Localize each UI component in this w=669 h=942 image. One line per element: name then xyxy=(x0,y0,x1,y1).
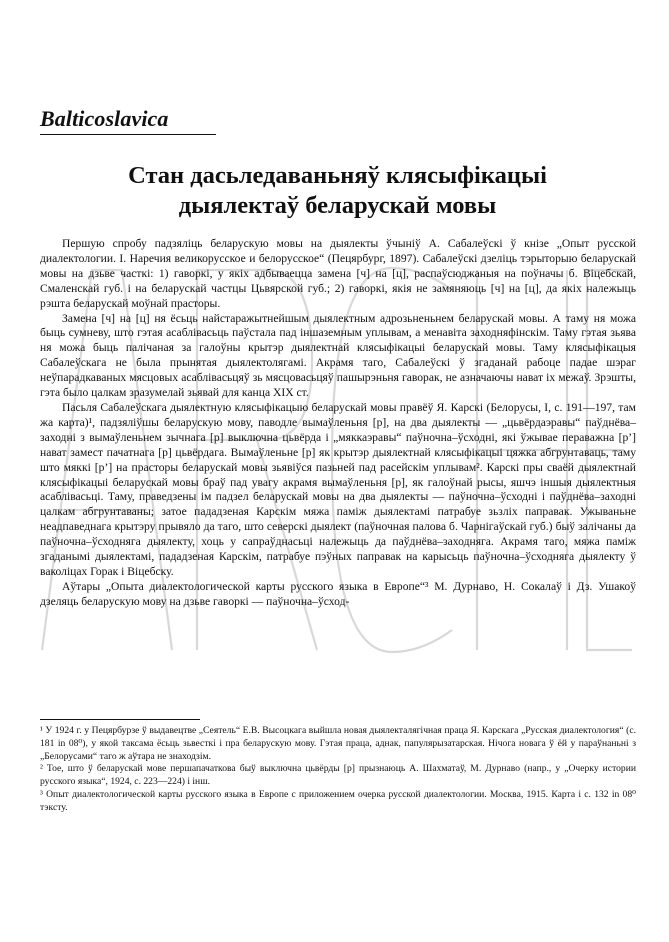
body-paragraph: Аўтары „Опыта диалектологической карты русского языка в Европе“³ М. Дурнаво, Н. Сокалаў і Дз. Ушакоў дзеляць беларускую мову на дзьве гаворкі — паўночна–ўсход- xyxy=(40,579,636,608)
section-title: Balticoslavica xyxy=(40,106,169,131)
footnote-divider xyxy=(40,719,200,720)
article-body xyxy=(40,237,636,610)
footnote-3: ³ Опыт диалектологической карты русского языка в Европе с приложением очерка русской диалектологии. Москва, 1915. Карта і с. 132 in 08⁰ тэксту. xyxy=(40,788,636,813)
section-header xyxy=(40,104,216,135)
article-title-line-1: Стан дасьледаваньняў клясыфікацыі xyxy=(128,162,547,189)
body-paragraph: Замена [ч] на [ц] ня ёсьць найстаражытнейшым дыялектным адрозьненьнем беларускай мовы. А таму ня можа быць сумневу, што гэтая асаблівасьць паўстала пад іншаземным уплывам, а менавіта заходняфінскім. Таму гэтая зьява ня можа быць палічаная за галоўны крытэр дыялектнай клясыфікацыі беларускай мовы. Таму клясыфікацыя Сабалеўскага не была прынятая дыялектолягамі. Акрамя таго, Сабалеўскі ў згаданай рабоце падае шэраг неўпарадкаваных мясцовых асаблівасьцяў зь мясцовасьцяў пашырэньня гаворак, не азначаючы нават іх межаў. Зрэшты, гэта было цалкам зразумелай зьявай для канца XIX ст. xyxy=(40,311,636,400)
footnotes xyxy=(40,725,636,815)
body-paragraph: Першую спробу падзяліць беларускую мовы на дыялекты ўчыніў А. Сабалеўскі ў кнізе „Опыт русской диалектологии. I. Наречия великорусское и белорусское“ (Пецярбург, 1897). Сабалеўскі дзеліць тэрыторыю беларускай мовы на дзьве часткі: 1) гаворкі, у якіх адбываецца замена [ч] на [ц], распаўсюджаныя на поўначы б. Віцебскай, Смаленскай губ. і на беларускай частцы Цьвярской губ.; 2) гаворкі, якія не замяняюць [ч] на [ц], да якіх належыць рэшта беларускай моўнай прасторы. xyxy=(40,237,636,310)
footnote-2: ² Тое, што ў беларускай мове першапачаткова быў выключна цьвёрды [р] прызнаюць А. Шахматаў, М. Дурнаво (напр., у „Очерку истории русского языка“, 1924, с. 223—224) і інш. xyxy=(40,763,636,788)
footnote-1: ¹ У 1924 г. у Пецярбурзе ў выдавецтве „Сеятель“ Е.В. Высоцкага выйшла новая дыялекталягічная праца Я. Карскага „Русская диалектология“ (с. 181 in 08⁰), у якой таксама ёсьць зьвесткі і пра беларускую мову. Гэтая праца, аднак, папулярызатарская. Нічога новага ў ёй у параўнаньні з „Белорусами“ таго ж аўтара не знаходзім. xyxy=(40,725,636,762)
body-paragraph: Пасьля Сабалеўскага дыялектную клясыфікацыю беларускай мовы правёў Я. Карскі (Белорусы, I, с. 191—197, там жа карта)¹, падзяліўшы беларускую мову, паводле вымаўленьня [р], на два дыялекты — „цьвёрдаэравы“ паўднёва–заходні з вымаўленьнем зычнага [р] выключна цьвёрда і „мяккаэравы“ паўночна–ўсходні, які ўжывае пераважна [р’] нават замест пачатнага [р] цьвёрдага. Вымаўленьне [р] як крытэр дыялектнай клясыфікацыі цяжка абгрунтаваць, таму што мяккі [р’] на прасторы беларускай мовы зьявіўся пазьней пад расейскім уплывам². Карскі пры сваёй дыялектнай клясыфікацыі беларускай мовы браў пад увагу акрамя вымаўленьня [р], як галоўнай рысы, яшчэ іншыя дыялектныя асаблівасьці. Таму, праведзены ім падзел беларускай мовы на два дыялекты — паўночна–ўсходні і паўднёва–заходні цалкам абгрунтаваны; затое пададзеная Карскім мяжа паміж дыялектамі патрабуе зьзліх паправак. Ужываньне неадпаведнага крытэру прывяло да таго, што северскі дыялект (паўночная палова б. Чарнігаўскай губ.) быў залічаны да паўночна–ўсходняга дыялекту, хоць у сапраўднасьці належыць да паўднёва–заходняга. Акрамя таго, мяжа паміж згаданымі дыялектамі, пададзеная Карскім, патрабуе пэўных паправак на карысьць паўночна–ўсходняга дыялекту ў ваколіцах Горак і Віцебску. xyxy=(40,400,636,578)
article-title xyxy=(40,161,635,221)
article-title-line-2: дыялектаў беларускай мовы xyxy=(178,192,497,219)
